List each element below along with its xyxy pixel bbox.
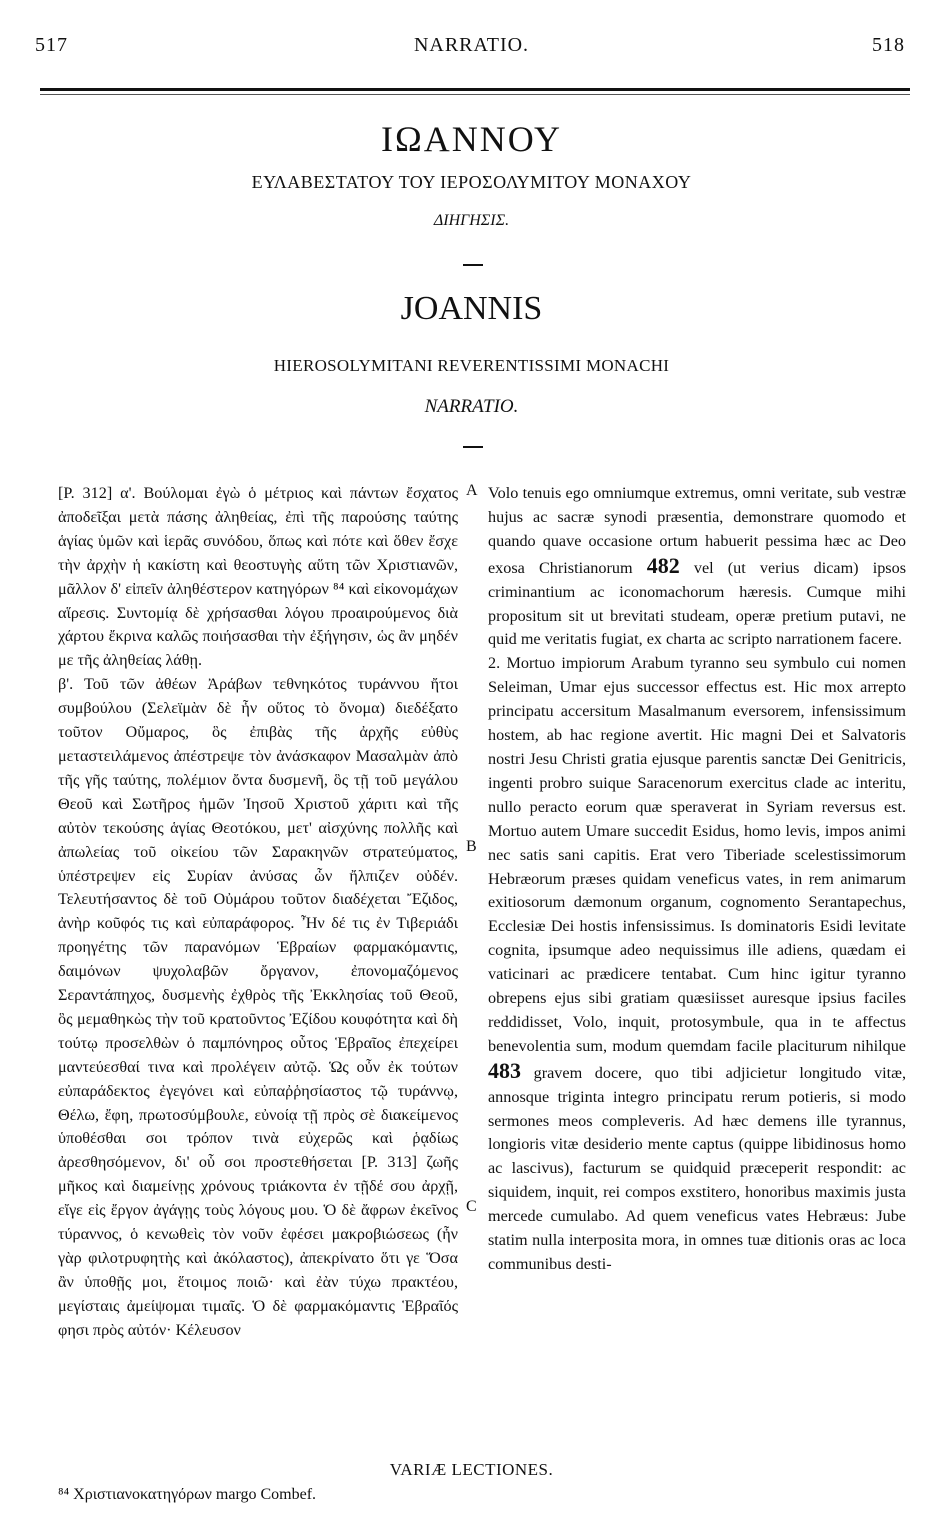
footnote: ⁸⁴ Χριστιανοκατηγόρων margo Combef. [58,1486,317,1503]
marginal-page-number: 482 [646,552,680,578]
latin-narratio: NARRATIO. [424,396,519,417]
title-divider [463,446,483,448]
greek-narratio: ΔΙΗΓΗΣΙΣ. [433,212,510,229]
greek-column [58,482,458,1343]
margin-letter-c: C [466,1198,477,1215]
header-rule [40,88,910,91]
latin-subtitle: HIEROSOLYMITANI REVERENTISSIMI MONACHI [273,356,670,375]
variae-lectiones-heading: VARIÆ LECTIONES. [389,1460,554,1479]
greek-paragraph-2: β'. Τοῦ τῶν ἀθέων Ἀράβων τεθνηκότος τυράννου ἤτοι συμβούλου (Σελεϊμὰν δὲ ἦν οὕτος τὸ ὄνομα) διεδέξατο τοῦτον Οὔμαρος, ὃς ἐπιβὰς τῆς ἀρχῆς εὐθὺς μεταστειλάμενος ἀπέστρεψε τὸν ἀνάσκαφον Μασαλμὰν ἀπὸ τῆς γῆς ταύτης, πολέμιον ὄντα δυσμενῆ, ὃς τῇ τοῦ μεγάλου Θεοῦ καὶ Σωτῆρος ἡμῶν Ἰησοῦ Χριστοῦ χάριτι καὶ τῆς αὐτὸν τεκούσης ἁγίας Θεοτόκου, μετ' αἰσχύνης πολλῆς καὶ ἀπωλείας τοῦ οἰκείου τῶν Σαρακηνῶν στρατεύματος, ὑπέστρεψεν εἰς Συρίαν ἀνύσας ὧν ἤλπιζεν οὐδέν. Τελευτήσαντος δὲ τοῦ Οὐμάρου τοῦτον διαδέχεται Ἔζιδος, ἀνὴρ κοῦφός τις καὶ εὐπαράφορος. Ἦν δέ τις ἐν Τιβεριάδι προηγέτης τῶν παρανόμων Ἑβραίων φαρμακόμαντις, δαιμόνων ψυχολαβῶν ὄργανον, ἐπονομαζόμενος Σεραντάπηχος, δυσμενὴς ἐχθρὸς τῆς Ἐκκλησίας τοῦ Θεοῦ, ὃς μεμαθηκὼς τὴν τοῦ κρατοῦντος Ἐζίδου κουφότητα καὶ δὴ τούτῳ προσελθὼν ὁ παμπόνηρος οὗτος Ἑβραῖος ἐπεχείρει μαντεύεσθαί τινα καὶ προλέγειν αὐτῷ. Ὡς οὖν ἐκ τούτων εὐπαράδεκτος ἐγεγόνει καὶ εὐπαῤῥησίαστος τῷ τυράννῳ, Θέλω, ἔφη, πρωτοσύμβουλε, εὐνοίᾳ τῇ πρὸς σὲ διακείμενος ὑποθέσθαι σοι τρόπον τινὰ εὐχερῶς καὶ ῥᾳδίως ἀρεσθησόμενον, δι' οὗ σοι προστεθήσεται [P. 313] ζωῆς μῆκος καὶ διαμείνῃς χρόνους τριάκοντα ἐν τῇδέ σου ἀρχῇ, εἴγε εἰς ἔργον ἀγάγῃς τοὺς λόγους μου. Ὁ δὲ ἄφρων ἐκεῖνος τύραννος, ὁ κενωθεὶς τὸν νοῦν ἐφέσει μακροβιώσεως (ἦν γὰρ φιλοτρυφητὴς καὶ ἀκόλαστος), ἀπεκρίνατο ὅτι γε Ὅσα ἂν ὑποθῇς μοι, ἕτοιμος ποιῶ· καὶ ἐὰν τύχω πρακτέου, μεγίσταις ἀμείψομαι τιμαῖς. Ὁ δὲ φαρμακόμαντις Ἑβραῖός φησι πρὸς αὐτόν· Κέλευσον [58,675,458,1339]
greek-subtitle: ΕΥΛΑΒΕΣΤΑΤΟΥ ΤΟΥ ΙΕΡΟΣΟΛΥΜΙΤΟΥ ΜΟΝΑΧΟΥ [251,172,692,192]
latin-text: vel (ut verius dicam) ipsos criminantium ac iconomachorum hæresis. Cumque mihi propositum sit ut brevitati studeam, operæ pretium putavi, ne quid me veritatis fugiat, ex charta ac scripto narrationem facere. [488,558,906,649]
page-number-left: 517 [35,34,68,56]
greek-paragraph-1: [P. 312] α'. Βούλομαι ἐγὼ ὁ μέτριος καὶ πάντων ἔσχατος ἀποδεῖξαι μετὰ πάσης ἀληθείας, ἐπὶ τῆς παρούσης ταύτης ἁγίας ὑμῶν καὶ ἱερᾶς συνόδου, ὅπως καὶ πότε καὶ ὅθεν ἔσχε τὴν ἀρχὴν ἡ κακίστη καὶ θεοστυγὴς αὕτη τῶν Χριστιανῶν, μᾶλλον δ' εἰπεῖν ἀληθέστερον κατηγόρων ⁸⁴ καὶ εἰκονομάχων αἵρεσις. Συντομίᾳ δὲ χρήσασθαι λόγου προαιρούμενος διὰ χάρτου ἔκρινα καλῶς ποιήσασθαι τὴν ἐξήγησιν, ὡς ἂν μηδέν με τῆς ἀληθείας λάθῃ. [58,484,458,670]
margin-letter-b: B [466,838,477,855]
page-number-right: 518 [872,34,905,56]
latin-text: gravem docere, quo tibi adjicietur longitudo vitæ, annosque triginta integro principatu rerum potieris, si modo sermones meos compleveris. Ad hæc demens ille tyrannus, longioris vitæ desiderio mente captus (quippe libidinosus homo ac lascivus), facturum se quidquid præceperit respondit: ac siquidem, inquit, rei compos exstitero, honoribus maximis justa mercede cumulabo. Ad quem veneficus vates Hebræus: Jube statim nulla interposita mora, in omnes tuæ ditionis oras ac loca communibus desti- [488,1063,907,1273]
marginal-page-number: 483 [488,1057,521,1083]
latin-column [488,482,906,1277]
greek-title: ΙΩΑΝΝΟΥ [381,119,562,159]
margin-letter-a: A [466,482,478,499]
latin-paragraph-2 [488,652,906,1277]
title-divider [463,264,483,266]
latin-text: 2. Mortuo impiorum Arabum tyranno seu symbulo cui nomen Seleiman, Umar ejus successor effectus est. Hic mox arrepto principatu accersitum Masalmanum eversorem, infensissimum hostem, ab hac regione avertit. Hic magni Dei et Salvatoris nostri Jesu Christi gratia ejusque parentis sanctæ Dei Genitricis, ingenti probro suique Saracenorum exercitus clade ac interitu, nullo peracto eorum quæ speraverat in Syriam reversus est. Mortuo autem Umare succedit Esidus, homo levis, impos animi nec satis sani capitis. Erat vero Tiberiade scelestissimorum Hebræorum præses quidam veneficus vates, in rem animarum exitiosorum dæmonum organum, cognomento Serantapechus, Ecclesiæ Dei hostis infensissimus. Is dominatoris Esidi levitate cognita, ipsumque adeo nequissimus ille adiens, quædam ei vaticinari ac prædicere tentabat. Cum hinc igitur tyranno obrepens ejus sibi gratiam quæsiisset auresque ipsius faciles reddidisset, Volo, inquit, protosymbule, qua in te affectus benevolentia sum, modum quemdam facile placiturum nihilque [488,654,906,1055]
header-rule-thin [40,94,910,95]
latin-text: Volo tenuis ego omniumque extremus, omni veritate, sub vestræ hujus ac sacræ synodi præsentia, demonstrare quomodo et quando quave occasione ortum habuerit pessima hæc ac Deo exosa Christianorum [488,484,906,577]
latin-paragraph-1 [488,482,906,652]
running-title: NARRATIO. [413,34,530,56]
latin-title: JOANNIS [400,290,543,327]
